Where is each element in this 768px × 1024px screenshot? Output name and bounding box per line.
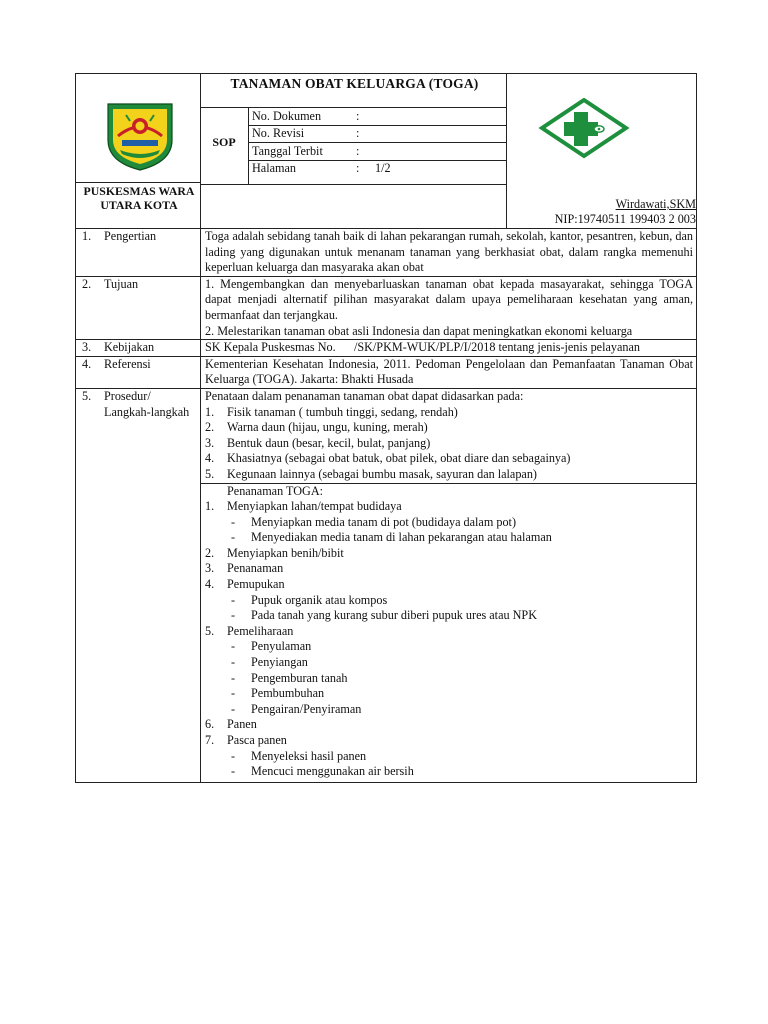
sub-step-item <box>205 608 693 624</box>
criteria-item <box>205 451 693 467</box>
step-number: 7. <box>205 733 215 747</box>
dash-bullet: - <box>231 701 236 716</box>
criteria-number: 3. <box>205 435 215 450</box>
step-item <box>205 561 693 577</box>
meta-colon: : <box>356 144 360 158</box>
section-number: 4. <box>82 356 92 371</box>
penanaman-title: Penanaman TOGA: <box>227 483 324 498</box>
step-text: Menyiapkan benih/bibit <box>227 545 344 560</box>
step-number: 5. <box>205 623 215 638</box>
signer-block <box>508 197 696 227</box>
tujuan-point-2: 2. Melestarikan tanaman obat asli Indonesia dan dapat meningkatkan ekonomi keluarga <box>205 323 633 338</box>
sop-document <box>75 73 697 783</box>
section-label <box>76 356 201 388</box>
sub-step-text: Penyiangan <box>251 655 308 670</box>
sub-step-item <box>205 764 693 780</box>
step-number: 3. <box>205 561 215 576</box>
sub-step-text: Pengemburan tanah <box>251 670 348 685</box>
criteria-list <box>205 405 693 483</box>
step-item <box>205 733 693 749</box>
signer-nip: NIP:19740511 199403 2 003 <box>554 212 696 226</box>
section-label <box>76 276 201 339</box>
section-title: Kebijakan <box>104 340 155 355</box>
dash-bullet: - <box>231 592 236 607</box>
criteria-item <box>205 436 693 452</box>
dash-bullet: - <box>231 670 236 685</box>
dash-bullet: - <box>231 514 236 529</box>
sub-step-item <box>205 686 693 702</box>
dash-bullet: - <box>231 608 236 623</box>
section-content <box>201 229 697 277</box>
kebijakan-text: SK Kepala Puskesmas No. /SK/PKM-WUK/PLP/I/2018 tentang jenis-jenis pelayanan <box>205 340 640 355</box>
meta-key: Halaman <box>252 161 296 175</box>
signer-name: Wirdawati,SKM <box>615 197 696 211</box>
prosedur-intro: Penataan dalam penanaman tanaman obat dapat didasarkan pada: <box>205 388 524 403</box>
meta-colon: : <box>356 126 360 140</box>
section-number: 3. <box>82 340 92 355</box>
sop-header <box>75 73 697 228</box>
meta-page <box>250 160 500 177</box>
sub-step-item <box>205 671 693 687</box>
step-item <box>205 624 693 640</box>
steps-list <box>205 499 693 780</box>
meta-colon: : <box>356 109 360 123</box>
divider <box>200 184 506 185</box>
section-title: Tujuan <box>104 276 139 291</box>
criteria-number: 2. <box>205 420 215 435</box>
meta-issue-date <box>250 143 500 160</box>
step-text: Menyiapkan lahan/tempat budidaya <box>227 499 402 514</box>
criteria-text: Kegunaan lainnya (sebagai bumbu masak, sayuran dan lalapan) <box>227 466 537 481</box>
sub-step-text: Pembumbuhan <box>251 686 325 701</box>
sub-step-item <box>205 655 693 671</box>
criteria-item <box>205 420 693 436</box>
sub-step-text: Menyeleksi hasil panen <box>251 748 367 763</box>
criteria-item <box>205 405 693 421</box>
section-content <box>201 388 697 483</box>
section-number: 5. <box>82 388 92 403</box>
section-pengertian <box>76 229 697 277</box>
step-number: 1. <box>205 499 215 514</box>
sub-step-item <box>205 530 693 546</box>
meta-value: 1/2 <box>375 161 391 175</box>
section-kebijakan <box>76 340 697 357</box>
sub-step-item <box>205 593 693 609</box>
criteria-item <box>205 467 693 483</box>
sub-step-text: Penyulaman <box>251 639 312 654</box>
sub-step-item <box>205 515 693 531</box>
section-content <box>201 276 697 339</box>
section-content <box>201 356 697 388</box>
step-text: Pasca panen <box>227 733 287 747</box>
document-title: TANAMAN OBAT KELUARGA (TOGA) <box>230 76 479 91</box>
tujuan-point-1: 1. Mengembangkan dan menyebarluaskan tanaman obat kepada masayarakat, sehingga TOGA dapat menjadi alternatif pilihan masyarakat dalam upaya pemeliharaan kesehatan yang aman, bermanfaat dan terjangkau. <box>205 276 693 322</box>
meta-colon: : <box>356 161 360 175</box>
divider <box>248 107 249 184</box>
sub-step-item <box>205 749 693 765</box>
organization-name: PUSKESMAS WARA UTARA KOTA <box>83 184 195 212</box>
meta-revision-number <box>250 125 500 142</box>
referensi-text: Kementerian Kesehatan Indonesia, 2011. Pedoman Pengelolaan dan Pemanfaatan Tanaman Obat Keluarga (TOGA). Jakarta: Bhakti Husada <box>205 356 693 387</box>
divider <box>200 74 201 228</box>
sub-step-text: Menyediakan media tanam di lahan pekarangan atau halaman <box>251 530 552 545</box>
step-number: 4. <box>205 577 215 592</box>
section-label <box>76 388 201 782</box>
section-title: Pengertian <box>104 229 157 243</box>
step-text: Penanaman <box>227 561 284 576</box>
step-item <box>205 546 693 562</box>
section-content <box>201 483 697 782</box>
divider <box>76 182 200 183</box>
dash-bullet: - <box>231 686 236 701</box>
meta-key: Tanggal Terbit <box>252 144 323 158</box>
dash-bullet: - <box>231 530 236 545</box>
section-content <box>201 340 697 357</box>
meta-document-number <box>250 108 500 125</box>
section-title: Referensi <box>104 356 151 371</box>
criteria-text: Warna daun (hijau, ungu, kuning, merah) <box>227 420 428 435</box>
section-number: 1. <box>82 229 92 243</box>
step-item <box>205 577 693 593</box>
sub-step-text: Pupuk organik atau kompos <box>251 592 388 607</box>
criteria-number: 4. <box>205 451 215 466</box>
sub-step-text: Menyiapkan media tanam di pot (budidaya dalam pot) <box>251 514 517 529</box>
section-label <box>76 340 201 357</box>
section-prosedur <box>76 388 697 483</box>
sub-step-item <box>205 639 693 655</box>
section-tujuan <box>76 276 697 339</box>
step-number: 6. <box>205 717 215 732</box>
criteria-text: Khasiatnya (sebagai obat batuk, obat pilek, obat diare dan sebagainya) <box>227 451 571 466</box>
sub-step-text: Pengairan/Penyiraman <box>251 701 362 716</box>
step-text: Panen <box>227 717 257 732</box>
criteria-text: Fisik tanaman ( tumbuh tinggi, sedang, rendah) <box>227 404 458 419</box>
meta-key: No. Dokumen <box>252 109 322 123</box>
section-referensi <box>76 356 697 388</box>
step-item <box>205 499 693 515</box>
sop-label: SOP <box>212 135 236 149</box>
sop-content-table <box>75 228 697 783</box>
sub-step-item <box>205 702 693 718</box>
criteria-number: 1. <box>205 404 215 419</box>
meta-key: No. Revisi <box>252 126 305 140</box>
regional-emblem-icon <box>102 96 178 172</box>
step-item <box>205 717 693 733</box>
dash-bullet: - <box>231 748 236 763</box>
sub-step-text: Pada tanah yang kurang subur diberi pupuk ures atau NPK <box>251 608 538 623</box>
puskesmas-cross-logo-icon <box>538 98 630 160</box>
step-text: Pemupukan <box>227 577 285 592</box>
divider <box>506 74 507 228</box>
dash-bullet: - <box>231 655 236 670</box>
criteria-text: Bentuk daun (besar, kecil, bulat, panjang) <box>227 435 431 450</box>
section-label <box>76 229 201 277</box>
step-number: 2. <box>205 545 215 560</box>
section-title: Prosedur/ Langkah-langkah <box>104 388 190 419</box>
dash-bullet: - <box>231 639 236 654</box>
sub-step-text: Mencuci menggunakan air bersih <box>251 764 414 779</box>
criteria-number: 5. <box>205 466 215 481</box>
step-text: Pemeliharaan <box>227 623 294 638</box>
dash-bullet: - <box>231 764 236 779</box>
pengertian-text: Toga adalah sebidang tanah baik di lahan pekarangan rumah, sekolah, kantor, pesantren, kebun, dan lading yang digunakan untuk menanam tanaman yang berkhasiat obat, dalam rangka memenuhi keperluan keluarga dan masyaraka akan obat <box>205 229 693 275</box>
section-number: 2. <box>82 276 92 291</box>
